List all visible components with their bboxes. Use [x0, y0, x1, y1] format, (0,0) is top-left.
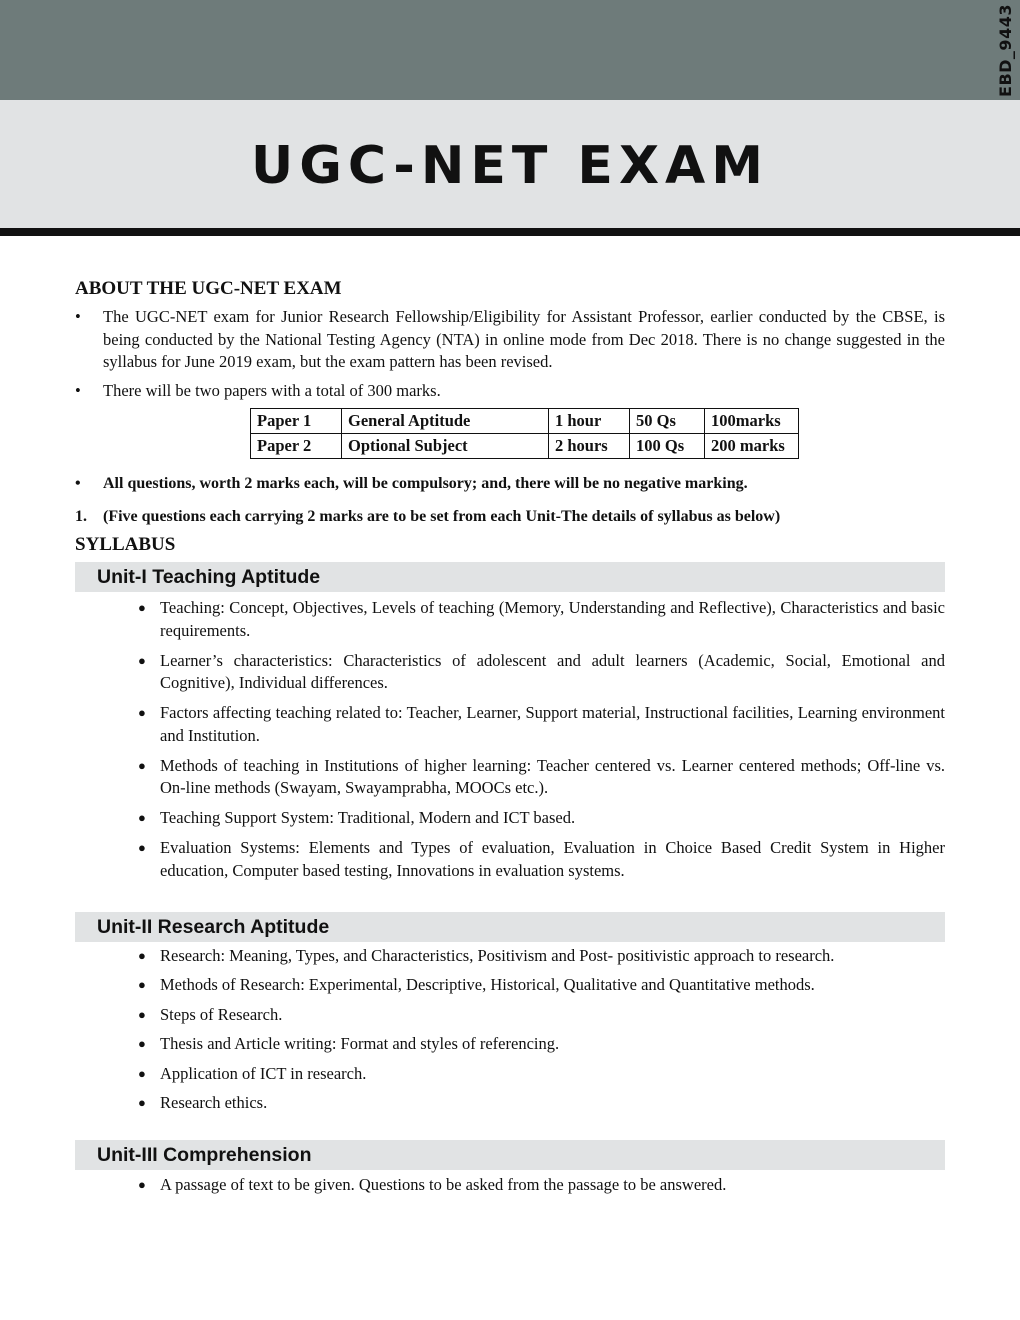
- list-item: [75, 755, 945, 800]
- document-code: [990, 0, 1020, 100]
- list-item-text: Methods of Research: Experimental, Descriptive, Historical, Qualitative and Quantitative methods.: [160, 975, 815, 994]
- title-divider: [0, 228, 1020, 236]
- list-item: [75, 1092, 945, 1115]
- about-heading: ABOUT THE UGC-NET EXAM: [75, 278, 342, 299]
- unit-heading: Unit-III Comprehension: [75, 1140, 945, 1170]
- list-item-text: Thesis and Article writing: Format and styles of referencing.: [160, 1034, 560, 1053]
- unit-1-list: [75, 592, 945, 882]
- table-cell: Paper 2: [251, 434, 342, 459]
- page-title: UGC-NET EXAM: [250, 136, 770, 196]
- list-item-text: Teaching: Concept, Objectives, Levels of teaching (Memory, Understanding and Reflective), Characteristics and basic requirements.: [160, 598, 945, 640]
- table-cell: General Aptitude: [342, 409, 549, 434]
- bullet-icon: ●: [138, 652, 146, 668]
- table-row: [251, 434, 799, 459]
- syllabus-heading: SYLLABUS: [75, 534, 176, 555]
- list-item: [75, 597, 945, 642]
- bullet-icon: •: [75, 307, 81, 326]
- rules-bullet: [75, 473, 945, 496]
- bullet-icon: •: [75, 475, 81, 492]
- unit-2-list: [75, 942, 945, 1115]
- document-body: [75, 278, 945, 1196]
- bullet-icon: ●: [138, 1176, 146, 1192]
- list-item: [75, 702, 945, 747]
- numbered-note-text: (Five questions each carrying 2 marks are to be set from each Unit-The details of syllabus as below): [103, 507, 781, 525]
- list-item-text: Methods of teaching in Institutions of higher learning: Teacher centered vs. Learner centered methods; Off-line vs. On-line methods (Swayam, Swayamprabha, MOOCs etc.).: [160, 755, 945, 797]
- list-item-text: Learner’s characteristics: Characteristics of adolescent and adult learners (Academic, Social, Emotional and Cognitive), Individual differences.: [160, 650, 945, 692]
- bullet-icon: ●: [138, 810, 146, 825]
- list-item: [75, 974, 945, 997]
- table-cell: 200 marks: [705, 434, 799, 459]
- list-item-text: Evaluation Systems: Elements and Types of evaluation, Evaluation in Choice Based Credit System in Higher education, Computer based testing, Innovations in evaluation systems.: [160, 838, 945, 880]
- list-item: [75, 650, 945, 695]
- number-marker: 1.: [75, 507, 87, 525]
- header-band: [0, 0, 1020, 100]
- unit-heading: Unit-II Research Aptitude: [75, 912, 945, 942]
- about-bullet: [75, 380, 945, 403]
- bullet-icon: ●: [138, 840, 146, 855]
- list-item-text: Research ethics.: [160, 1093, 268, 1112]
- list-item-text: Teaching Support System: Traditional, Modern and ICT based.: [160, 808, 576, 827]
- table-row: [251, 409, 799, 434]
- papers-table: [250, 408, 799, 459]
- list-item-text: Research: Meaning, Types, and Characteristics, Positivism and Post- positivistic approach to research.: [160, 945, 835, 965]
- bullet-icon: ●: [138, 1095, 146, 1110]
- list-item: [75, 807, 945, 830]
- bullet-icon: ●: [138, 947, 146, 963]
- about-bullet-text: The UGC-NET exam for Junior Research Fellowship/Eligibility for Assistant Professor, earlier conducted by the CBSE, is being conducted by the National Testing Agency (NTA) in online mode from Dec 2018. There is no change suggested in the syllabus for June 2019 exam, but the exam pattern has been revised.: [103, 307, 945, 371]
- unit-3-list: [75, 1170, 945, 1197]
- list-item-text: Application of ICT in research.: [160, 1063, 367, 1083]
- title-band: [0, 100, 1020, 228]
- bullet-icon: ●: [138, 1065, 146, 1081]
- table-cell: Paper 1: [251, 409, 342, 434]
- table-cell: 1 hour: [549, 409, 630, 434]
- list-item: [75, 837, 945, 882]
- list-item-text: Steps of Research.: [160, 1004, 283, 1024]
- bullet-icon: ●: [138, 705, 146, 720]
- about-bullet-text: There will be two papers with a total of 300 marks.: [103, 380, 441, 400]
- list-item: [75, 945, 945, 968]
- about-bullet: [75, 306, 945, 374]
- list-item-text: A passage of text to be given. Questions to be asked from the passage to be answered.: [160, 1174, 727, 1194]
- list-item: [75, 1033, 945, 1056]
- bullet-icon: •: [75, 380, 81, 400]
- unit-heading: Unit-I Teaching Aptitude: [75, 562, 945, 592]
- table-cell: 100 Qs: [630, 434, 705, 459]
- bullet-icon: ●: [138, 1006, 146, 1022]
- bullet-icon: ●: [138, 977, 146, 992]
- table-cell: Optional Subject: [342, 434, 549, 459]
- bullet-icon: ●: [138, 757, 146, 773]
- document-code-text: EBD_9443: [995, 3, 1015, 97]
- list-item: [75, 1174, 945, 1197]
- rules-bullet-text: All questions, worth 2 marks each, will be compulsory; and, there will be no negative marking.: [103, 475, 748, 492]
- numbered-note: [75, 506, 945, 529]
- bullet-icon: ●: [138, 1036, 146, 1051]
- bullet-icon: ●: [138, 600, 146, 615]
- table-cell: 50 Qs: [630, 409, 705, 434]
- list-item: [75, 1063, 945, 1086]
- table-cell: 2 hours: [549, 434, 630, 459]
- table-cell: 100marks: [705, 409, 799, 434]
- list-item-text: Factors affecting teaching related to: Teacher, Learner, Support material, Instructional facilities, Learning environment and Institution.: [160, 703, 945, 745]
- list-item: [75, 1004, 945, 1027]
